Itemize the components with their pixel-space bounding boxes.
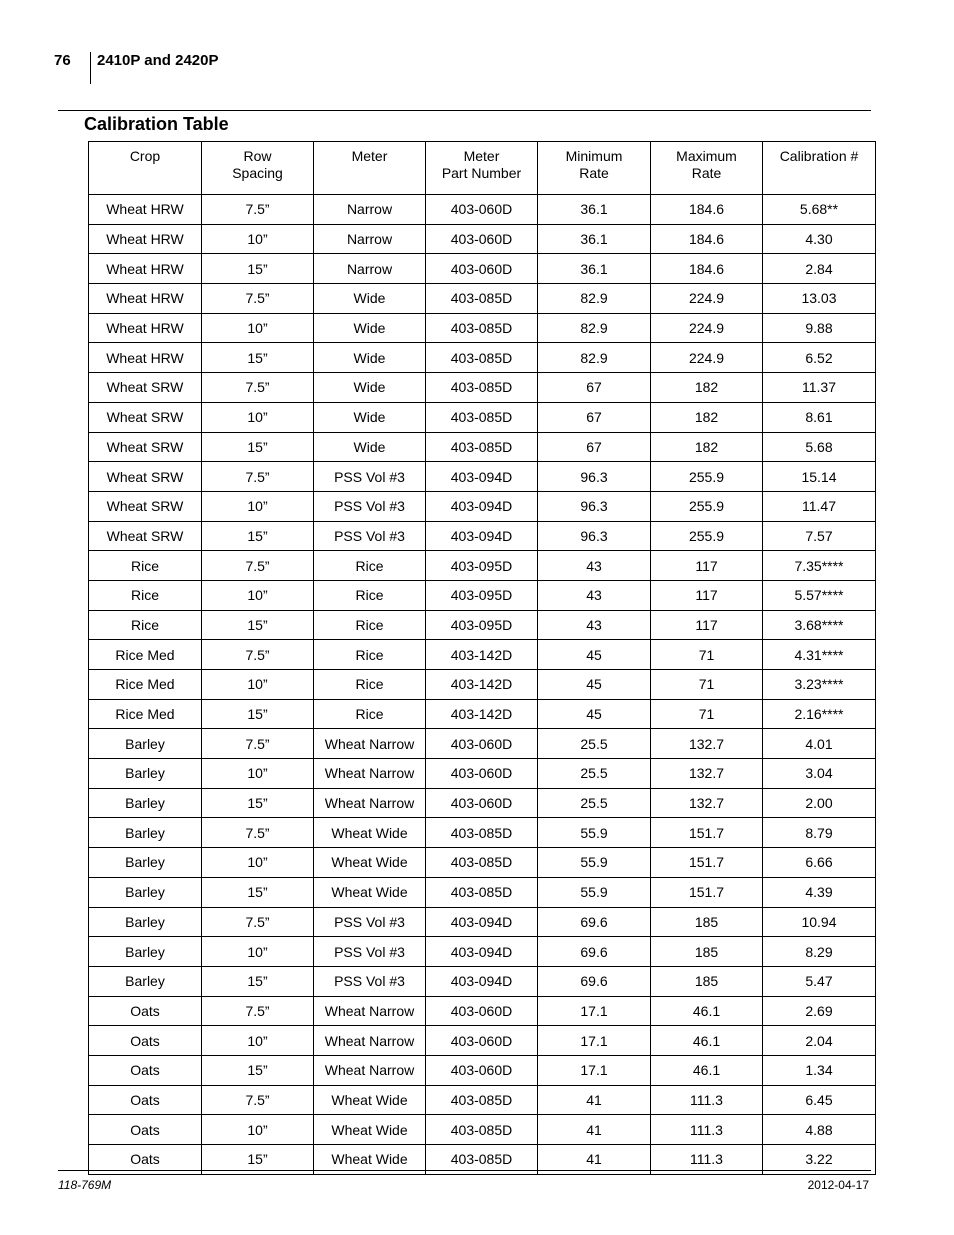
table-cell: Oats [89, 1085, 202, 1115]
table-cell: Barley [89, 788, 202, 818]
column-header [763, 142, 876, 195]
table-row [89, 254, 876, 284]
table-cell: 403-085D [426, 402, 538, 432]
table-row [89, 937, 876, 967]
table-cell: 15” [202, 610, 314, 640]
table-cell: 151.7 [651, 818, 763, 848]
table-cell: 17.1 [538, 996, 651, 1026]
column-header-line: Row [243, 148, 272, 164]
table-cell: 111.3 [651, 1145, 763, 1175]
table-cell: 111.3 [651, 1115, 763, 1145]
table-cell: 7.5” [202, 284, 314, 314]
table-row [89, 313, 876, 343]
document-title: 2410P and 2420P [97, 52, 219, 69]
table-row [89, 1026, 876, 1056]
table-cell: Rice [89, 580, 202, 610]
table-cell: 71 [651, 699, 763, 729]
table-cell: Wide [314, 432, 426, 462]
table-cell: 403-060D [426, 729, 538, 759]
table-cell: 25.5 [538, 729, 651, 759]
table-cell: Narrow [314, 254, 426, 284]
table-cell: 403-094D [426, 907, 538, 937]
table-cell: 2.16**** [763, 699, 876, 729]
table-cell: 15” [202, 788, 314, 818]
table-cell: Rice [314, 610, 426, 640]
table-cell: 10” [202, 848, 314, 878]
table-cell: 10” [202, 224, 314, 254]
table-cell: Oats [89, 1026, 202, 1056]
table-cell: 403-085D [426, 1145, 538, 1175]
table-cell: 69.6 [538, 907, 651, 937]
table-cell: 55.9 [538, 818, 651, 848]
table-cell: 403-060D [426, 1055, 538, 1085]
table-cell: 15” [202, 343, 314, 373]
table-cell: 46.1 [651, 996, 763, 1026]
table-cell: 224.9 [651, 343, 763, 373]
table-cell: 36.1 [538, 254, 651, 284]
column-header [426, 142, 538, 195]
table-cell: 82.9 [538, 313, 651, 343]
table-row [89, 1055, 876, 1085]
table-cell: 9.88 [763, 313, 876, 343]
table-cell: Wide [314, 402, 426, 432]
table-cell: Barley [89, 848, 202, 878]
table-cell: Wheat HRW [89, 313, 202, 343]
table-cell: 4.30 [763, 224, 876, 254]
table-cell: 403-095D [426, 551, 538, 581]
table-cell: 43 [538, 580, 651, 610]
top-rule [58, 110, 871, 111]
table-cell: 403-060D [426, 1026, 538, 1056]
table-row [89, 373, 876, 403]
table-cell: 3.22 [763, 1145, 876, 1175]
table-cell: 96.3 [538, 521, 651, 551]
table-cell: 224.9 [651, 284, 763, 314]
table-cell: 182 [651, 432, 763, 462]
table-cell: 8.29 [763, 937, 876, 967]
table-row [89, 788, 876, 818]
table-cell: 10” [202, 1115, 314, 1145]
table-cell: 403-095D [426, 580, 538, 610]
table-cell: Rice Med [89, 640, 202, 670]
table-cell: Rice Med [89, 699, 202, 729]
table-cell: 151.7 [651, 848, 763, 878]
table-row [89, 670, 876, 700]
table-cell: 403-094D [426, 937, 538, 967]
page-number: 76 [54, 52, 71, 69]
table-cell: Wheat HRW [89, 343, 202, 373]
table-cell: Wheat Wide [314, 818, 426, 848]
table-cell: 15” [202, 699, 314, 729]
table-cell: 132.7 [651, 729, 763, 759]
table-cell: 36.1 [538, 195, 651, 225]
table-row [89, 877, 876, 907]
table-cell: Barley [89, 877, 202, 907]
table-cell: Wheat Narrow [314, 729, 426, 759]
header-divider [90, 52, 91, 84]
column-header [202, 142, 314, 195]
table-cell: Barley [89, 729, 202, 759]
table-cell: 55.9 [538, 848, 651, 878]
table-cell: 15” [202, 1145, 314, 1175]
footer-doc-number: 118-769M [58, 1178, 112, 1192]
table-cell: Rice [89, 610, 202, 640]
table-cell: 117 [651, 551, 763, 581]
table-cell: 7.57 [763, 521, 876, 551]
column-header [89, 142, 202, 195]
table-cell: 4.31**** [763, 640, 876, 670]
table-cell: 6.52 [763, 343, 876, 373]
table-cell: 41 [538, 1115, 651, 1145]
table-cell: 15” [202, 966, 314, 996]
table-cell: 2.04 [763, 1026, 876, 1056]
table-cell: Barley [89, 937, 202, 967]
table-cell: 71 [651, 640, 763, 670]
table-cell: 403-094D [426, 491, 538, 521]
table-cell: Narrow [314, 195, 426, 225]
table-cell: PSS Vol #3 [314, 491, 426, 521]
table-cell: 403-085D [426, 1085, 538, 1115]
table-cell: 10” [202, 937, 314, 967]
column-header-line: Meter [351, 148, 388, 164]
footer-date: 2012-04-17 [807, 1178, 869, 1192]
table-cell: 403-060D [426, 996, 538, 1026]
table-cell: 132.7 [651, 759, 763, 789]
table-cell: 43 [538, 610, 651, 640]
table-cell: Wheat Narrow [314, 1026, 426, 1056]
table-cell: 15” [202, 521, 314, 551]
table-row [89, 491, 876, 521]
table-cell: 7.5” [202, 907, 314, 937]
table-row [89, 551, 876, 581]
table-row [89, 402, 876, 432]
table-cell: 403-085D [426, 284, 538, 314]
table-row [89, 729, 876, 759]
table-cell: 7.5” [202, 1085, 314, 1115]
table-cell: 15” [202, 877, 314, 907]
column-header-line: Calibration # [779, 148, 859, 164]
section-title: Calibration Table [84, 114, 229, 134]
table-cell: Barley [89, 966, 202, 996]
table-cell: 8.61 [763, 402, 876, 432]
table-cell: 184.6 [651, 195, 763, 225]
table-cell: 184.6 [651, 224, 763, 254]
table-cell: 5.68** [763, 195, 876, 225]
table-cell: 2.69 [763, 996, 876, 1026]
table-cell: 7.5” [202, 195, 314, 225]
table-cell: 2.00 [763, 788, 876, 818]
table-row [89, 224, 876, 254]
table-cell: 3.23**** [763, 670, 876, 700]
table-cell: PSS Vol #3 [314, 462, 426, 492]
table-cell: 15” [202, 1055, 314, 1085]
table-cell: 403-085D [426, 343, 538, 373]
table-cell: PSS Vol #3 [314, 907, 426, 937]
table-cell: 10.94 [763, 907, 876, 937]
table-cell: 13.03 [763, 284, 876, 314]
table-cell: 67 [538, 373, 651, 403]
table-cell: 67 [538, 402, 651, 432]
table-row [89, 580, 876, 610]
table-cell: 403-094D [426, 521, 538, 551]
table-cell: 403-085D [426, 1115, 538, 1145]
table-cell: 403-060D [426, 254, 538, 284]
table-cell: Oats [89, 1145, 202, 1175]
table-cell: Wheat SRW [89, 462, 202, 492]
table-cell: 46.1 [651, 1055, 763, 1085]
table-cell: 151.7 [651, 877, 763, 907]
table-cell: Wide [314, 373, 426, 403]
table-cell: Barley [89, 818, 202, 848]
table-cell: Rice [314, 580, 426, 610]
table-cell: Wheat Wide [314, 1115, 426, 1145]
table-cell: Wheat SRW [89, 521, 202, 551]
table-cell: 10” [202, 491, 314, 521]
table-cell: Wheat Wide [314, 1145, 426, 1175]
table-cell: Wheat SRW [89, 373, 202, 403]
table-row [89, 699, 876, 729]
table-cell: 403-095D [426, 610, 538, 640]
table-cell: 403-142D [426, 640, 538, 670]
table-cell: 185 [651, 966, 763, 996]
calibration-table [88, 141, 876, 1175]
table-cell: Wide [314, 343, 426, 373]
table-cell: Wheat SRW [89, 432, 202, 462]
table-cell: 5.47 [763, 966, 876, 996]
table-cell: 96.3 [538, 491, 651, 521]
table-cell: 36.1 [538, 224, 651, 254]
table-cell: 45 [538, 699, 651, 729]
table-cell: Wheat SRW [89, 491, 202, 521]
table-cell: 3.68**** [763, 610, 876, 640]
table-cell: 403-085D [426, 432, 538, 462]
table-cell: 7.5” [202, 551, 314, 581]
table-cell: 4.88 [763, 1115, 876, 1145]
table-cell: 7.5” [202, 818, 314, 848]
table-cell: 45 [538, 670, 651, 700]
table-cell: 403-060D [426, 759, 538, 789]
table-cell: 96.3 [538, 462, 651, 492]
table-cell: Oats [89, 1055, 202, 1085]
table-row [89, 966, 876, 996]
table-cell: 82.9 [538, 343, 651, 373]
table-row [89, 1115, 876, 1145]
table-cell: Rice [314, 670, 426, 700]
column-header-line: Rate [579, 165, 609, 181]
table-cell: Wide [314, 284, 426, 314]
table-cell: 25.5 [538, 759, 651, 789]
table-cell: 25.5 [538, 788, 651, 818]
table-row [89, 195, 876, 225]
table-cell: 7.5” [202, 729, 314, 759]
table-cell: Rice [314, 640, 426, 670]
table-cell: Rice [314, 551, 426, 581]
table-cell: 17.1 [538, 1026, 651, 1056]
table-cell: 69.6 [538, 937, 651, 967]
column-header-line: Maximum [676, 148, 737, 164]
table-row [89, 759, 876, 789]
table-cell: Wheat Wide [314, 1085, 426, 1115]
table-row [89, 848, 876, 878]
header-row [89, 142, 876, 195]
table-cell: 4.01 [763, 729, 876, 759]
table-cell: 403-085D [426, 877, 538, 907]
table-row [89, 521, 876, 551]
table-cell: Oats [89, 996, 202, 1026]
table-cell: 132.7 [651, 788, 763, 818]
column-header-line: Minimum [565, 148, 623, 164]
table-cell: 43 [538, 551, 651, 581]
table-cell: 10” [202, 402, 314, 432]
table-cell: 8.79 [763, 818, 876, 848]
bottom-rule [58, 1170, 871, 1171]
table-row [89, 610, 876, 640]
table-row [89, 343, 876, 373]
column-header-line: Part Number [441, 165, 522, 181]
table-cell: Wheat Narrow [314, 788, 426, 818]
column-header [314, 142, 426, 195]
column-header-line: Spacing [232, 165, 283, 181]
table-cell: 255.9 [651, 491, 763, 521]
table-cell: 10” [202, 759, 314, 789]
table-row [89, 907, 876, 937]
table-cell: Wheat HRW [89, 254, 202, 284]
table-row [89, 996, 876, 1026]
column-header-line: Rate [691, 165, 722, 181]
table-cell: 403-085D [426, 373, 538, 403]
table-cell: 11.37 [763, 373, 876, 403]
table-cell: 7.5” [202, 640, 314, 670]
table-cell: 403-085D [426, 313, 538, 343]
table-cell: Wheat HRW [89, 224, 202, 254]
table-cell: Wide [314, 313, 426, 343]
table-cell: 7.5” [202, 996, 314, 1026]
table-cell: 10” [202, 580, 314, 610]
table-cell: Wheat HRW [89, 195, 202, 225]
table-cell: PSS Vol #3 [314, 937, 426, 967]
table-cell: PSS Vol #3 [314, 521, 426, 551]
table-cell: 17.1 [538, 1055, 651, 1085]
table-cell: 15” [202, 432, 314, 462]
table-cell: 10” [202, 670, 314, 700]
table-row [89, 432, 876, 462]
table-cell: 117 [651, 610, 763, 640]
table-cell: Wheat SRW [89, 402, 202, 432]
table-cell: 403-142D [426, 699, 538, 729]
table-cell: Rice [89, 551, 202, 581]
table-cell: Wheat Narrow [314, 996, 426, 1026]
column-header [538, 142, 651, 195]
table-body [89, 195, 876, 1175]
table-cell: 403-094D [426, 966, 538, 996]
table-cell: Wheat Narrow [314, 1055, 426, 1085]
table-cell: Barley [89, 759, 202, 789]
column-header-line: Meter [463, 148, 500, 164]
table-cell: 41 [538, 1145, 651, 1175]
table-cell: 403-060D [426, 224, 538, 254]
column-header-line: Crop [129, 148, 161, 164]
table-row [89, 462, 876, 492]
table-cell: 11.47 [763, 491, 876, 521]
table-cell: 15” [202, 254, 314, 284]
table-cell: 5.57**** [763, 580, 876, 610]
table-cell: 185 [651, 937, 763, 967]
table-cell: Rice Med [89, 670, 202, 700]
table-cell: 185 [651, 907, 763, 937]
table-row [89, 640, 876, 670]
table-cell: 46.1 [651, 1026, 763, 1056]
table-cell: 182 [651, 373, 763, 403]
table-cell: 4.39 [763, 877, 876, 907]
table-cell: Rice [314, 699, 426, 729]
table-row [89, 1085, 876, 1115]
table-cell: 82.9 [538, 284, 651, 314]
table-cell: Barley [89, 907, 202, 937]
column-header [651, 142, 763, 195]
table-cell: 1.34 [763, 1055, 876, 1085]
table-cell: 6.45 [763, 1085, 876, 1115]
table-cell: 45 [538, 640, 651, 670]
table-cell: Oats [89, 1115, 202, 1145]
table-cell: 403-085D [426, 848, 538, 878]
table-cell: 3.04 [763, 759, 876, 789]
table-cell: 41 [538, 1085, 651, 1115]
table-cell: 7.5” [202, 373, 314, 403]
table-cell: 403-060D [426, 195, 538, 225]
table-cell: 403-142D [426, 670, 538, 700]
table-cell: 403-060D [426, 788, 538, 818]
table-cell: 182 [651, 402, 763, 432]
table-header [89, 142, 876, 195]
table-cell: 10” [202, 1026, 314, 1056]
table-cell: 2.84 [763, 254, 876, 284]
table-cell: 69.6 [538, 966, 651, 996]
table-cell: 55.9 [538, 877, 651, 907]
table-cell: Narrow [314, 224, 426, 254]
table-cell: 111.3 [651, 1085, 763, 1115]
table-cell: 15.14 [763, 462, 876, 492]
table-cell: 117 [651, 580, 763, 610]
table-cell: 7.5” [202, 462, 314, 492]
table-cell: 71 [651, 670, 763, 700]
table-row [89, 818, 876, 848]
table-cell: Wheat Narrow [314, 759, 426, 789]
table-row [89, 284, 876, 314]
table-cell: 255.9 [651, 521, 763, 551]
table-cell: Wheat Wide [314, 877, 426, 907]
table-cell: 224.9 [651, 313, 763, 343]
table-cell: 5.68 [763, 432, 876, 462]
table-cell: 10” [202, 313, 314, 343]
table-cell: 67 [538, 432, 651, 462]
table-cell: Wheat Wide [314, 848, 426, 878]
table-cell: 184.6 [651, 254, 763, 284]
table-cell: Wheat HRW [89, 284, 202, 314]
table-cell: 403-094D [426, 462, 538, 492]
table-cell: 7.35**** [763, 551, 876, 581]
table-cell: 6.66 [763, 848, 876, 878]
table-cell: PSS Vol #3 [314, 966, 426, 996]
table-cell: 255.9 [651, 462, 763, 492]
table-cell: 403-085D [426, 818, 538, 848]
